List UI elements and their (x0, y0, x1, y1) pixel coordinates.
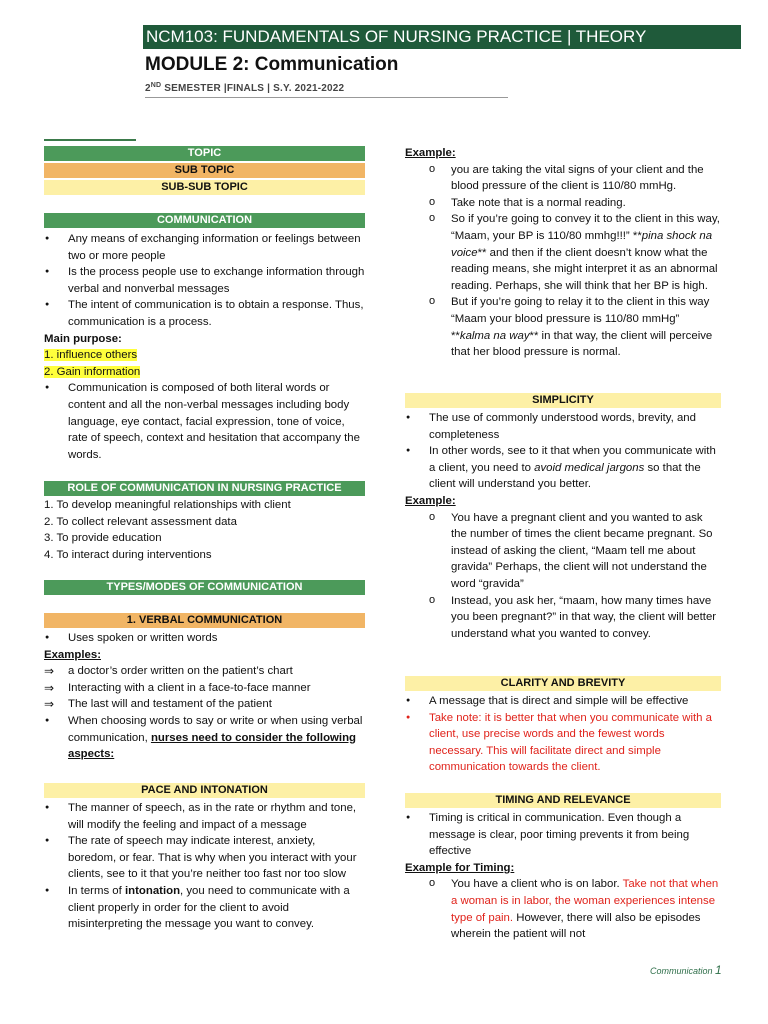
list-item: ● The manner of speech, as in the rate or rhythm and tone, will modify the feeling and impact of a message (44, 800, 365, 833)
list-item: ⇒ The last will and testament of the patient (44, 696, 365, 713)
example-section (405, 145, 721, 361)
list-item: ⇒ Interacting with a client in a face-to-face manner (44, 680, 365, 697)
section-heading: TYPES/MODES OF COMMUNICATION (44, 580, 365, 595)
pace-bullets (44, 800, 365, 933)
module-title: MODULE 2: Communication (145, 54, 399, 75)
clarity-section (405, 676, 721, 776)
list-item: ⇒ a doctor’s order written on the patient’s chart (44, 663, 365, 680)
example-list (405, 162, 721, 361)
simplicity-section (405, 393, 721, 642)
list-item: ● Communication is composed of both literal words or content and all the non-verbal messages including body language, eye contact, facial expression, tone of voice, rate of speech, context and hesitation that accompany the words. (44, 380, 365, 463)
subsection-heading: CLARITY AND BREVITY (405, 676, 721, 691)
section-heading: ROLE OF COMMUNICATION IN NURSING PRACTICE (44, 481, 365, 496)
main-purpose-label: Main purpose: (44, 332, 122, 345)
timing-section (405, 793, 721, 943)
example-label: Example: (405, 494, 456, 507)
list-item: o You have a pregnant client and you wanted to ask the number of times the client became pregnant. So instead of asking the client, “Maam tell me about gravida” Perhaps, the client will not understand the word “gravida” (429, 510, 721, 593)
list-item: ● The use of commonly understood words, brevity, and completeness (405, 410, 721, 443)
example-label: Example: (405, 147, 456, 159)
communication-section (44, 213, 365, 463)
example-timing-label: Example for Timing: (405, 861, 515, 874)
role-item: 3. To provide education (44, 532, 162, 545)
list-item: o Instead, you ask her, “maam, how many times have you been pregnant?” in that way, the client will better understand what you wanted to convey. (429, 593, 721, 643)
legend-box (44, 146, 365, 195)
communication-bullets-2 (44, 380, 365, 463)
clarity-bullets (405, 693, 721, 776)
page-footer: Communication 1 (650, 963, 722, 977)
list-item: ● A message that is direct and simple will be effective (405, 693, 721, 710)
list-item: ● Uses spoken or written words (44, 630, 365, 647)
pace-section (44, 783, 365, 933)
list-item: o you are taking the vital signs of your client and the blood pressure of the client is 110/80 mmHg. (429, 162, 721, 195)
subsection-heading: TIMING AND RELEVANCE (405, 793, 721, 808)
types-section (44, 580, 365, 595)
list-item: o So if you’re going to convey it to the client in this way, “Maam, your BP is 110/80 mmhg!!!” **pina shock na voice** and then if the client doesn’t know what the reading means, she might interpret it as an abnormal reading. Perhaps, she will think that her BP is high. (429, 211, 721, 294)
timing-examples (405, 876, 721, 942)
legend-sub-topic: SUB TOPIC (44, 163, 365, 178)
role-item: 2. To collect relevant assessment data (44, 515, 237, 528)
page-number: 1 (715, 963, 722, 977)
list-item: ● Take note: it is better that when you communicate with a client, use precise words and the fewest words necessary. This will facilitate direct and simple communication towards the client. (405, 710, 721, 776)
list-item: o You have a client who is on labor. Take not that when a woman is in labor, the woman experiences intense type of pain. However, there will also be episodes wherein the patient will not (429, 876, 721, 942)
course-title: NCM103: FUNDAMENTALS OF NURSING PRACTICE | THEORY (143, 25, 741, 49)
subsection-heading: SIMPLICITY (405, 393, 721, 408)
list-item: ● Is the process people use to exchange information through verbal and nonverbal messages (44, 264, 365, 297)
list-item: o Take note that is a normal reading. (429, 195, 721, 212)
subsection-heading: PACE AND INTONATION (44, 783, 365, 798)
legend-topic: TOPIC (44, 146, 365, 161)
role-section (44, 481, 365, 563)
list-item: ● The intent of communication is to obtain a response. Thus, communication is a process. (44, 297, 365, 330)
role-item: 1. To develop meaningful relationships with client (44, 499, 291, 511)
list-item: ● The rate of speech may indicate interest, anxiety, boredom, or fear. That is why when you interact with your clients, see to it that you’re neither too fast nor too slow (44, 833, 365, 883)
list-item: ● In other words, see to it that when you communicate with a client, you need to avoid medical jargons so that the client will understand you better. (405, 443, 721, 493)
list-item: ● In terms of intonation, you need to communicate with a client properly in order for the client to avoid misinterpreting the message you want to convey. (44, 883, 365, 933)
legend-top-rule (44, 139, 136, 141)
subsection-heading: 1. VERBAL COMMUNICATION (44, 613, 365, 628)
communication-bullets (44, 231, 365, 331)
role-item: 4. To interact during interventions (44, 548, 212, 561)
simplicity-bullets (405, 410, 721, 493)
timing-bullets (405, 810, 721, 860)
list-item: ● Any means of exchanging information or feelings between two or more people (44, 231, 365, 264)
simplicity-examples (405, 510, 721, 643)
semester-divider (145, 97, 508, 98)
list-item: o But if you’re going to relay it to the client in this way “Maam your blood pressure is 110/80 mmHg” **kalma na way** in that way, the client will perceive that her blood pressure is normal. (429, 294, 721, 360)
examples-label: Examples: (44, 648, 101, 661)
verbal-section (44, 613, 365, 763)
verbal-bullets (44, 630, 365, 647)
semester-line: 2ND SEMESTER |FINALS | S.Y. 2021-2022 (145, 82, 345, 94)
purpose-item: 1. influence others (44, 349, 138, 362)
purpose-item: 2. Gain information (44, 365, 141, 378)
verbal-bullets-2 (44, 713, 365, 763)
legend-sub-sub-topic: SUB-SUB TOPIC (44, 180, 365, 195)
verbal-examples (44, 663, 365, 713)
list-item: ● When choosing words to say or write or when using verbal communication, nurses need to consider the following aspects: (44, 713, 365, 763)
section-heading: COMMUNICATION (44, 213, 365, 228)
list-item: ● Timing is critical in communication. Even though a message is clear, poor timing prevents it from being effective (405, 810, 721, 860)
